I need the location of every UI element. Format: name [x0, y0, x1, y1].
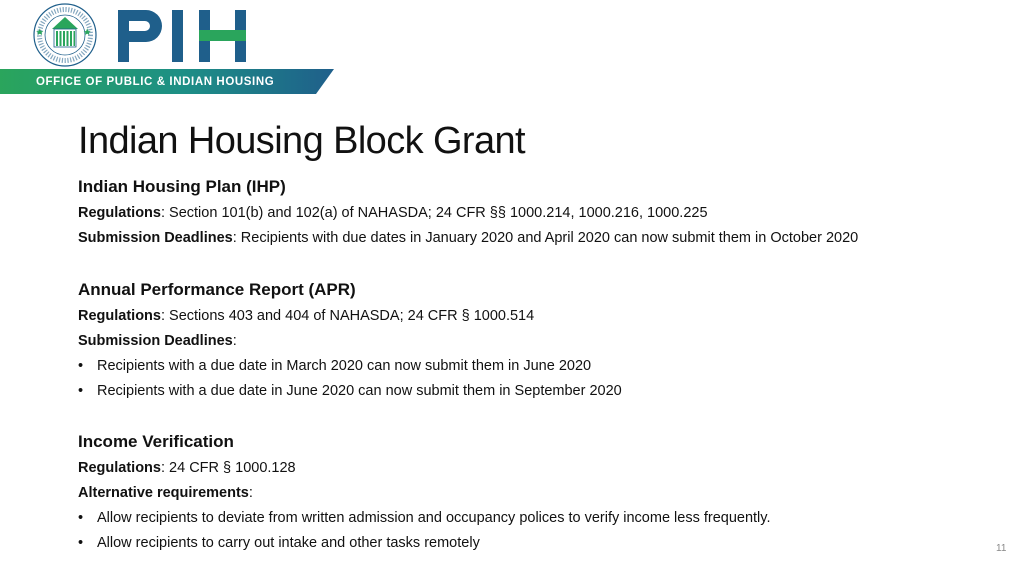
line-text: Sections 403 and 404 of NAHASDA; 24 CFR § 1000.514: [169, 308, 535, 324]
line-separator: :: [248, 485, 253, 501]
line-text: Section 101(b) and 102(a) of NAHASDA; 24 CFR §§ 1000.214, 1000.216, 1000.225: [169, 205, 708, 221]
line-separator: :: [160, 460, 170, 476]
page-number: 11: [996, 543, 1007, 554]
line-text: 24 CFR § 1000.128: [169, 460, 296, 476]
hud-seal-logo: [30, 2, 100, 68]
list-item: Recipients with a due date in March 2020 can now submit them in June 2020: [97, 358, 592, 374]
pih-logo: [116, 8, 250, 64]
section-heading: Income Verification: [78, 432, 234, 451]
list-item: Allow recipients to carry out intake and other tasks remotely: [97, 535, 480, 551]
section-heading: Indian Housing Plan (IHP): [78, 177, 286, 196]
slide-title: Indian Housing Block Grant: [78, 120, 525, 162]
line-label: Alternative requirements: [78, 485, 249, 501]
regulations-line: [78, 307, 534, 325]
submission-deadlines-line: [78, 332, 237, 350]
alternative-requirements-line: [78, 484, 253, 502]
line-separator: :: [232, 230, 241, 246]
line-label: Regulations: [78, 460, 161, 476]
line-text: Recipients with due dates in January 2020 and April 2020 can now submit them in October 2020: [240, 230, 859, 246]
list-item: Allow recipients to deviate from written admission and occupancy polices to verify income less frequently.: [97, 510, 771, 526]
line-label: Regulations: [78, 308, 161, 324]
line-separator: :: [160, 205, 170, 221]
bullet-marker: •: [78, 383, 84, 399]
line-label: Regulations: [78, 205, 161, 221]
submission-deadlines-line: [78, 229, 858, 247]
line-label: Submission Deadlines: [78, 230, 233, 246]
section-heading: Annual Performance Report (APR): [78, 280, 356, 299]
line-label: Submission Deadlines: [78, 333, 233, 349]
line-separator: :: [160, 308, 170, 324]
bullet-marker: •: [78, 358, 84, 374]
regulations-line: [78, 459, 296, 477]
line-separator: :: [232, 333, 237, 349]
bullet-marker: •: [78, 535, 84, 551]
regulations-line: [78, 204, 708, 222]
list-item: Recipients with a due date in June 2020 can now submit them in September 2020: [97, 383, 622, 399]
bullet-marker: •: [78, 510, 84, 526]
office-banner-text: OFFICE OF PUBLIC & INDIAN HOUSING: [36, 76, 275, 88]
